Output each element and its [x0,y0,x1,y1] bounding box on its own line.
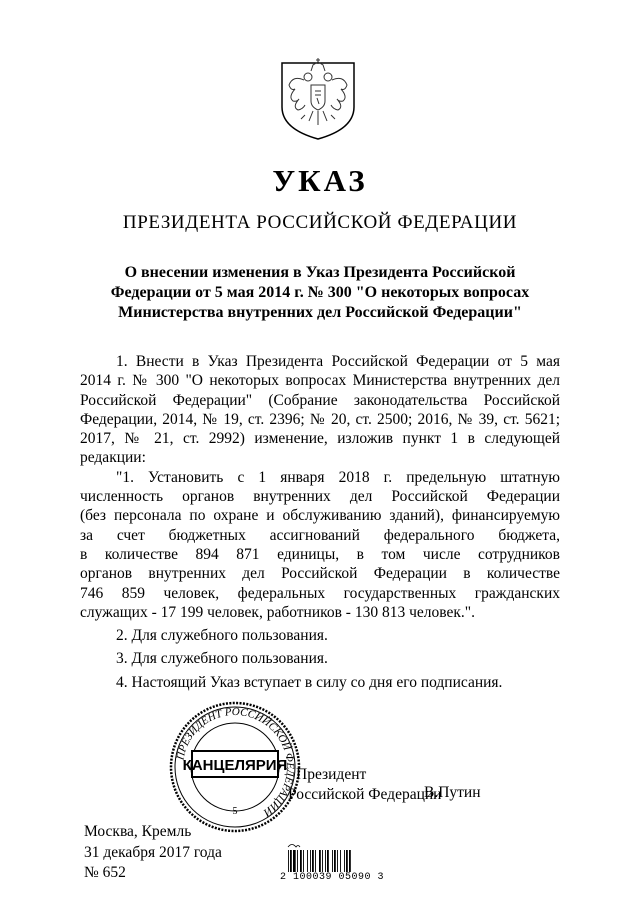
seal-stamp [168,700,302,834]
title-line: Федерации от 5 мая 2014 г. № 300 "О некоторых вопросах [110,284,530,301]
paragraph-4: 4. Настоящий Указ вступает в силу со дня его подписания. [116,673,503,691]
quote-line: органов внутренних дел Российской Федерации в количестве [80,565,560,583]
signatory-title-line1: Президент [296,766,367,783]
document-title [80,263,560,323]
quote-line: (без персонала по охране и обслуживанию зданий), финансируемую [80,507,560,525]
body-line: Российской Федерации" (Собрание законодательства Российской [80,391,560,409]
decree-number: № 652 [84,864,126,881]
body-line: 2014 г. № 300 "О некоторых вопросах Министерства внутренних дел [80,372,560,390]
quote-line: служащих - 17 199 человек, работников - 130 813 человек.". [80,603,475,621]
body-line: редакции: [80,449,146,467]
quote-line: за счет бюджетных ассигнований федерального бюджета, [80,526,560,544]
body-line: Федерации, 2014, № 19, ст. 2396; № 20, ст. 2500; 2016, № 39, ст. 5621; [80,410,560,428]
quote-line: в количестве 894 871 единицы, в том числе сотрудников [80,545,560,563]
signatory-title [288,765,442,804]
title-line: Министерства внутренних дел Российской Федерации" [118,304,522,321]
place-date-number [84,822,222,884]
document-type: УКАЗ [272,163,368,198]
document-body [80,352,560,692]
signatory-name: В.Путин [424,784,481,801]
seal-ring-text: ПРЕЗИДЕНТ РОССИЙСКОЙ ФЕДЕРАЦИИ [174,705,297,819]
coat-of-arms-emblem [277,55,359,141]
seal-center-text: КАНЦЕЛЯРИЯ [182,757,288,774]
paragraph-3: 3. Для служебного пользования. [116,650,328,668]
body-line: 1. Внести в Указ Президента Российской Федерации от 5 мая [116,353,560,370]
quote-line: 746 859 человек, федеральных государственных гражданских [80,584,560,602]
issuer: ПРЕЗИДЕНТА РОССИЙСКОЙ ФЕДЕРАЦИИ [122,212,518,233]
place: Москва, Кремль [84,823,192,840]
body-line: 2017, № 21, ст. 2992) изменение, изложив пункт 1 в следующей [80,430,560,448]
seal-number: 5 [232,806,238,817]
signatory-title-line2: Российской Федерации [288,785,442,803]
barcode-number: 2 100039 05090 3 [280,872,385,883]
quote-line: численность органов внутренних дел Российской Федерации [80,488,560,506]
paragraph-2: 2. Для служебного пользования. [116,627,328,645]
quote-line: "1. Установить с 1 января 2018 г. предельную штатную [116,468,560,486]
date: 31 декабря 2017 года [84,843,222,861]
title-line: О внесении изменения в Указ Президента Российской [124,264,516,281]
